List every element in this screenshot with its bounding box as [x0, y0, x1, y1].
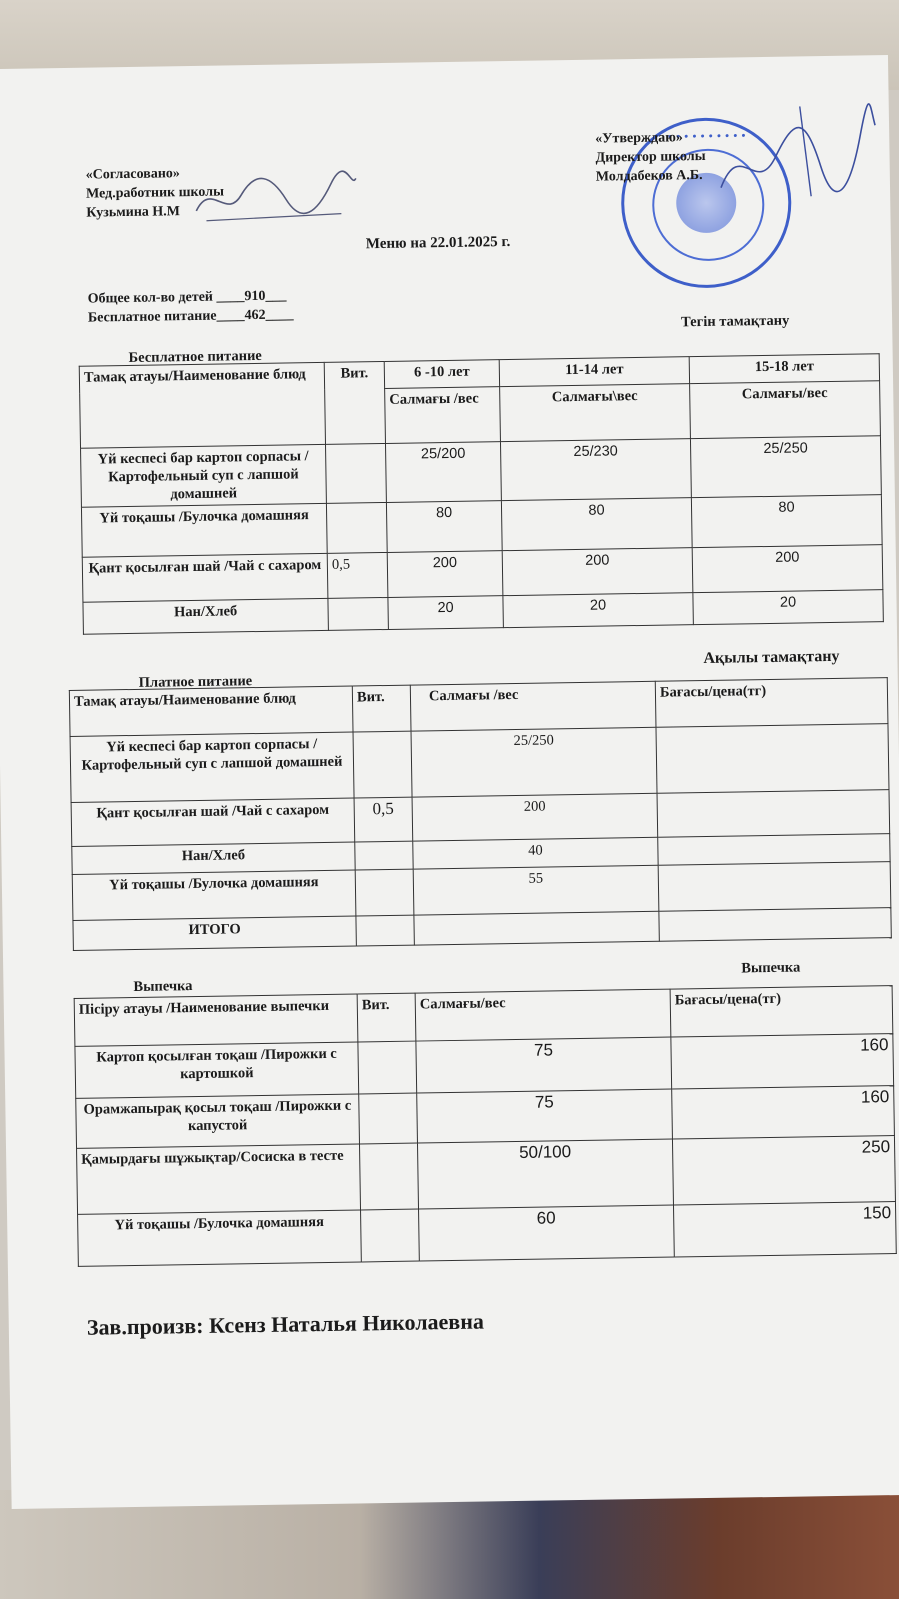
dish-name: Нан/Хлеб — [83, 598, 328, 634]
pastry-price: 250 — [672, 1136, 895, 1205]
pastry-name: Үй тоқашы /Булочка домашняя — [78, 1210, 362, 1266]
signature-right — [710, 95, 882, 208]
free-col-age3: 15-18 лет — [689, 354, 879, 384]
pastry-name: Картоп қосылған тоқаш /Пирожки с картошкой — [75, 1042, 359, 1098]
free-col-vit: Вит. — [324, 361, 385, 444]
dish-weight: 25/250 — [411, 727, 657, 797]
pastry-name: Орамжапырақ қосыл тоқаш /Пирожки с капустой — [76, 1094, 360, 1148]
pastry-vit — [359, 1093, 418, 1144]
dish-price — [656, 724, 889, 794]
free-col-name: Тамақ атауы/Наименование блюд — [79, 362, 325, 448]
free-meal-table — [79, 353, 884, 635]
dish-price — [659, 908, 891, 942]
pastry-price: 150 — [673, 1202, 896, 1257]
paid-meal-table — [69, 677, 892, 951]
dish-vit — [326, 502, 387, 553]
bakery-table — [74, 985, 897, 1267]
free-col-weight1: Салмағы /вес — [385, 387, 501, 444]
signature-left — [191, 158, 362, 231]
dish-name: Нан/Хлеб — [72, 842, 355, 874]
weight-15-18: 80 — [691, 495, 882, 548]
dish-name: Қант қосылған шай /Чай с сахаром — [71, 798, 355, 846]
dish-vit: 0,5 — [354, 797, 413, 842]
weight-6-10: 25/200 — [385, 442, 501, 503]
dish-price — [657, 790, 890, 838]
weight-6-10: 80 — [386, 501, 502, 553]
bakery-col-weight: Салмағы/вес — [415, 989, 671, 1041]
bakery-caption-right: Выпечка — [741, 959, 801, 977]
dish-price — [658, 834, 890, 866]
paid-caption-ru: Платное питание — [138, 673, 253, 691]
paid-col-weight: Салмағы /вес — [410, 681, 656, 731]
pastry-weight: 75 — [416, 1037, 672, 1093]
weight-15-18: 25/250 — [690, 436, 881, 498]
dish-vit — [355, 869, 414, 916]
dish-weight — [414, 911, 659, 945]
production-manager: Зав.произв: Ксенз Наталья Николаевна — [86, 1308, 485, 1340]
menu-title: Меню на 22.01.2025 г. — [365, 233, 511, 253]
bakery-col-name: Пісіру атауы /Наименование выпечки — [74, 994, 358, 1046]
menu-sheet — [0, 55, 899, 1509]
agreed-role: Мед.работник школы — [85, 184, 225, 202]
pastry-name: Қамырдағы шұжықтар/Сосиска в тесте — [77, 1144, 361, 1214]
dish-vit — [355, 841, 413, 870]
weight-11-14: 20 — [503, 593, 693, 628]
paid-caption-kz: Ақылы тамақтану — [703, 647, 840, 668]
stamp-ring: ● ● ● ● ● ● ● ● ● ● — [667, 132, 747, 141]
dish-vit: 0,5 — [327, 552, 388, 598]
weight-11-14: 80 — [501, 498, 692, 551]
free-col-weight3: Салмағы/вес — [690, 381, 881, 439]
free-col-weight2: Салмағы\вес — [500, 384, 691, 442]
dish-name: Қант қосылған шай /Чай с сахаром — [82, 553, 328, 602]
paid-col-price: Бағасы/цена(тг) — [655, 678, 888, 728]
pastry-price: 160 — [671, 1034, 894, 1089]
approved-name: Молдабеков А.Б. — [595, 167, 703, 185]
pastry-vit — [359, 1143, 418, 1210]
total-label: ИТОГО — [73, 916, 356, 950]
approved-role: Директор школы — [595, 148, 706, 166]
pastry-weight: 50/100 — [417, 1139, 673, 1209]
dish-weight: 200 — [412, 793, 658, 841]
weight-6-10: 20 — [388, 596, 503, 630]
dish-vit — [353, 731, 412, 798]
dish-weight: 40 — [413, 837, 658, 869]
pastry-weight: 60 — [419, 1205, 675, 1261]
pastry-weight: 75 — [417, 1089, 673, 1143]
free-caption-kz: Тегін тамақтану — [680, 312, 790, 331]
free-count: Бесплатное питание____462____ — [87, 307, 294, 326]
children-count: Общее кол-во детей ____910___ — [87, 288, 287, 307]
weight-15-18: 200 — [692, 545, 883, 593]
dish-vit — [325, 443, 386, 503]
dish-name: Үй кеспесі бар картоп сорпасы /Картофельный суп с лапшой домашней — [81, 444, 327, 507]
bakery-col-price: Бағасы/цена(тг) — [670, 986, 893, 1037]
pastry-vit — [361, 1209, 420, 1262]
free-col-age1: 6 -10 лет — [384, 360, 499, 389]
dish-name: Үй тоқашы /Булочка домашняя — [81, 503, 327, 557]
approved-block — [595, 128, 706, 187]
weight-6-10: 200 — [387, 551, 503, 598]
agreed-label: «Согласовано» — [85, 166, 180, 183]
dish-vit — [356, 915, 414, 946]
dish-name: Үй кеспесі бар картоп сорпасы /Картофельный суп с лапшой домашней — [70, 732, 354, 802]
bakery-caption-left: Выпечка — [133, 978, 193, 995]
weight-15-18: 20 — [693, 590, 883, 625]
bakery-col-vit: Вит. — [357, 993, 416, 1042]
paid-col-name: Тамақ атауы/Наименование блюд — [69, 686, 353, 736]
pastry-vit — [358, 1041, 417, 1094]
dish-name: Үй тоқашы /Булочка домашняя — [72, 870, 356, 920]
dish-vit — [328, 597, 388, 630]
free-caption-ru: Бесплатное питание — [128, 347, 262, 366]
agreed-name: Кузьмина Н.М — [86, 204, 181, 221]
weight-11-14: 25/230 — [500, 439, 691, 501]
free-col-age2: 11-14 лет — [499, 357, 689, 387]
dish-weight: 55 — [413, 865, 659, 915]
weight-11-14: 200 — [502, 548, 693, 596]
paid-col-vit: Вит. — [352, 685, 411, 732]
dish-price — [658, 862, 891, 912]
pastry-price: 160 — [672, 1086, 895, 1139]
approved-label: «Утверждаю» — [595, 130, 683, 147]
